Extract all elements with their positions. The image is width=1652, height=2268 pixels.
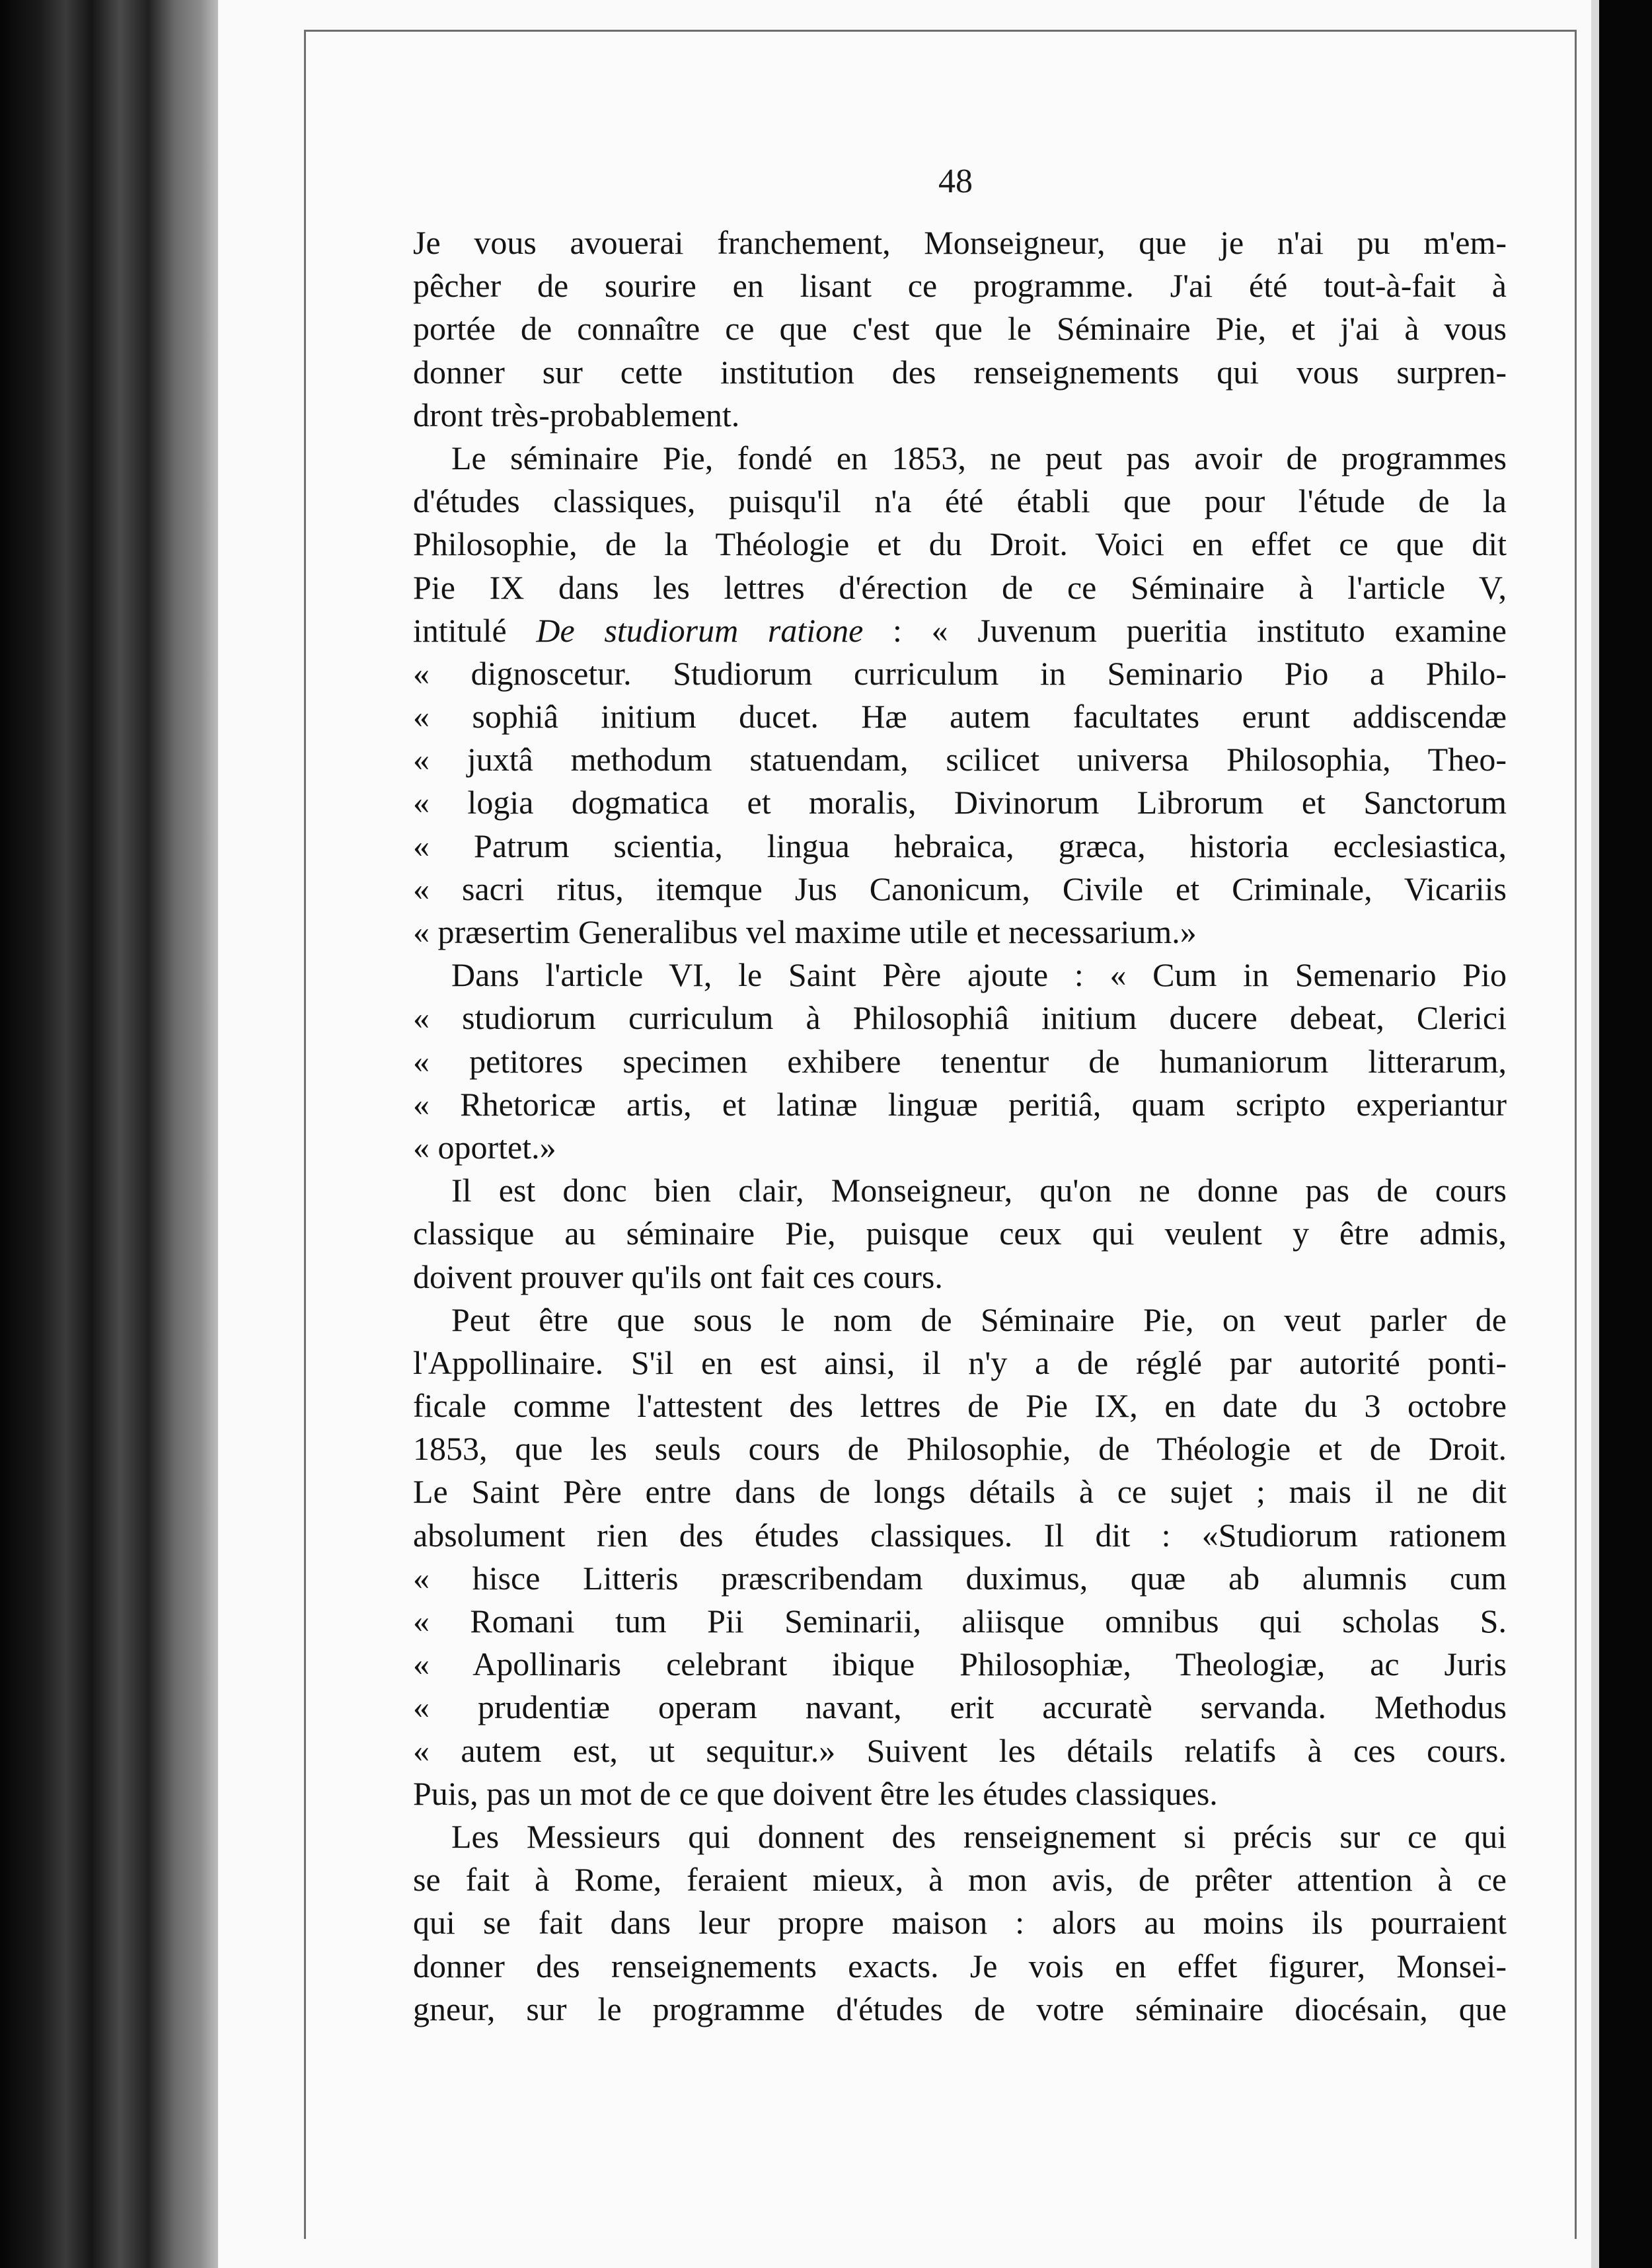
text-line: « petitores specimen exhibere tenentur de humaniorum litterarum, bbox=[413, 1042, 1507, 1080]
text-line: « logia dogmatica et moralis, Divinorum Librorum et Sanctorum bbox=[413, 784, 1507, 821]
text-line: « sophiâ initium ducet. Hæ autem facultates erunt addiscendæ bbox=[413, 698, 1507, 736]
text-line: se fait à Rome, feraient mieux, à mon avis, de prêter attention à ce bbox=[413, 1861, 1507, 1899]
text-line: « prudentiæ operam navant, erit accuratè servanda. Methodus bbox=[413, 1688, 1507, 1726]
text-line: Peut être que sous le nom de Séminaire Pie, on veut parler de bbox=[451, 1301, 1507, 1338]
text-line: « Apollinaris celebrant ibique Philosophiæ, Theologiæ, ac Juris bbox=[413, 1645, 1507, 1683]
text-line: Pie IX dans les lettres d'érection de ce Séminaire à l'article V, bbox=[413, 568, 1507, 606]
text-line: « autem est, ut sequitur.» Suivent les détails relatifs à ces cours. bbox=[413, 1731, 1507, 1769]
text-line: pêcher de sourire en lisant ce programme. J'ai été tout-à-fait à bbox=[413, 267, 1507, 305]
text-line: « sacri ritus, itemque Jus Canonicum, Civile et Criminale, Vicariis bbox=[413, 870, 1507, 907]
text-line: Puis, pas un mot de ce que doivent être les études classiques. bbox=[413, 1774, 1218, 1812]
text-line: classique au séminaire Pie, puisque ceux qui veulent y être admis, bbox=[413, 1215, 1507, 1252]
text-line: Dans l'article VI, le Saint Père ajoute : « Cum in Semenario Pio bbox=[451, 956, 1507, 994]
text-line: l'Appollinaire. S'il en est ainsi, il n'y a de réglé par autorité ponti- bbox=[413, 1343, 1507, 1381]
text-line: « Rhetoricæ artis, et latinæ linguæ peritiâ, quam scripto experiantur bbox=[413, 1085, 1507, 1123]
text-line: Les Messieurs qui donnent des renseignement si précis sur ce qui bbox=[451, 1817, 1507, 1855]
text-line: gneur, sur le programme d'études de votre séminaire diocésain, que bbox=[413, 1990, 1507, 2027]
text-line: Il est donc bien clair, Monseigneur, qu'on ne donne pas de cours bbox=[451, 1172, 1507, 1209]
text-line: « juxtâ methodum statuendam, scilicet universa Philosophia, Theo- bbox=[413, 741, 1507, 778]
text-line: « Patrum scientia, lingua hebraica, græca, historia ecclesiastica, bbox=[413, 827, 1507, 864]
text-line: qui se fait dans leur propre maison : alors au moins ils pourraient bbox=[413, 1904, 1507, 1942]
text-line: d'études classiques, puisqu'il n'a été établi que pour l'étude de la bbox=[413, 482, 1507, 520]
text-line: « Romani tum Pii Seminarii, aliisque omnibus qui scholas S. bbox=[413, 1603, 1507, 1640]
text-line: donner sur cette institution des renseignements qui vous surpren- bbox=[413, 353, 1507, 391]
page-number: 48 bbox=[938, 163, 973, 200]
text-line: « studiorum curriculum à Philosophiâ initium ducere debeat, Clerici bbox=[413, 999, 1507, 1037]
text-line: absolument rien des études classiques. Il dit : «Studiorum rationem bbox=[413, 1516, 1507, 1554]
text-line: « præsertim Generalibus vel maxime utile et necessarium.» bbox=[413, 913, 1197, 950]
body-text bbox=[413, 221, 1507, 2031]
text-line: « oportet.» bbox=[413, 1128, 556, 1166]
text-line: Je vous avouerai franchement, Monseigneur, que je n'ai pu m'em- bbox=[413, 224, 1507, 261]
text-line: 1853, que les seuls cours de Philosophie, de Théologie et de Droit. bbox=[413, 1430, 1507, 1468]
book-spine bbox=[0, 0, 218, 2268]
text-line bbox=[413, 609, 1507, 652]
text-segment: intitulé bbox=[413, 611, 537, 649]
text-line: ficale comme l'attestent des lettres de Pie IX, en date du 3 octobre bbox=[413, 1387, 1507, 1425]
text-line: donner des renseignements exacts. Je vois en effet figurer, Monsei- bbox=[413, 1947, 1507, 1984]
text-segment: : « Juvenum pueritia instituto examine bbox=[863, 611, 1507, 649]
italic-title: De studiorum ratione bbox=[536, 611, 864, 649]
text-line: dront très-probablement. bbox=[413, 396, 740, 434]
text-line: Le Saint Père entre dans de longs détails à ce sujet ; mais il ne dit bbox=[413, 1473, 1507, 1511]
page-edge bbox=[1591, 0, 1599, 2268]
scan-border bbox=[1599, 0, 1652, 2268]
text-line: Philosophie, de la Théologie et du Droit. Voici en effet ce que dit bbox=[413, 525, 1507, 563]
text-line: doivent prouver qu'ils ont fait ces cours. bbox=[413, 1258, 943, 1295]
text-line: portée de connaître ce que c'est que le Séminaire Pie, et j'ai à vous bbox=[413, 310, 1507, 348]
text-line: « hisce Litteris præscribendam duximus, quæ ab alumnis cum bbox=[413, 1559, 1507, 1597]
text-line: Le séminaire Pie, fondé en 1853, ne peut pas avoir de programmes bbox=[451, 439, 1507, 476]
text-line: « dignoscetur. Studiorum curriculum in Seminario Pio a Philo- bbox=[413, 654, 1507, 692]
